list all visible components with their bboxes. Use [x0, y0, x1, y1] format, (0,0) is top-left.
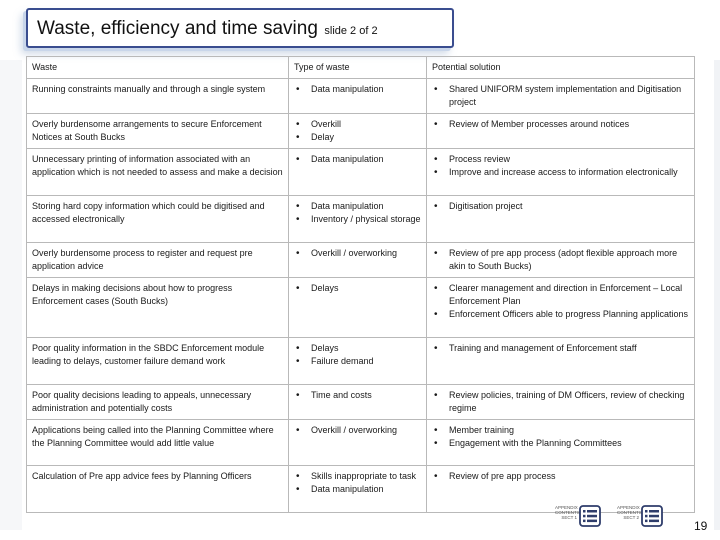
table-row [27, 243, 695, 278]
waste-cell: Poor quality information in the SBDC Enforcement module leading to delays, customer failure demand work [27, 338, 289, 385]
solution-item: • Training and management of Enforcement staff [432, 342, 690, 355]
type-item: • Time and costs [294, 389, 422, 402]
waste-table [26, 56, 695, 513]
type-item: • Overkill / overworking [294, 247, 422, 260]
solution-cell [427, 278, 695, 338]
solution-cell [427, 114, 695, 149]
table-row [27, 79, 695, 114]
table-row [27, 338, 695, 385]
type-item: • Delays [294, 342, 422, 355]
type-cell [289, 338, 427, 385]
table-row [27, 149, 695, 196]
type-item: • Skills inappropriate to task [294, 470, 422, 483]
table-row [27, 420, 695, 466]
table-row [27, 196, 695, 243]
solution-cell [427, 338, 695, 385]
type-cell [289, 385, 427, 420]
type-item: • Delays [294, 282, 422, 295]
type-item: • Data manipulation [294, 483, 422, 496]
type-item: • Inventory / physical storage [294, 213, 422, 226]
table-header-row [27, 57, 695, 79]
solution-cell [427, 79, 695, 114]
table-row [27, 385, 695, 420]
waste-cell: Poor quality decisions leading to appeals, unnecessary administration and potentially costs [27, 385, 289, 420]
list-icon [579, 505, 601, 527]
solution-item: • Review of pre app process [432, 470, 690, 483]
solution-cell [427, 420, 695, 466]
header-waste: Waste [27, 57, 289, 79]
header-type-of-waste: Type of waste [289, 57, 427, 79]
type-cell [289, 278, 427, 338]
list-icon [641, 505, 663, 527]
type-cell [289, 79, 427, 114]
right-margin-strip [714, 60, 720, 530]
solution-item: • Process review [432, 153, 690, 166]
solution-item: • Review policies, training of DM Officers, review of checking regime [432, 389, 690, 415]
type-item: • Overkill / overworking [294, 424, 422, 437]
type-item: • Overkill [294, 118, 422, 131]
type-item: • Data manipulation [294, 200, 422, 213]
type-cell [289, 466, 427, 513]
waste-cell: Running constraints manually and through a single system [27, 79, 289, 114]
solution-item: • Member training [432, 424, 690, 437]
type-item: • Failure demand [294, 355, 422, 368]
type-item: • Data manipulation [294, 83, 422, 96]
solution-item: • Engagement with the Planning Committees [432, 437, 690, 450]
solution-item: • Improve and increase access to information electronically [432, 166, 690, 179]
waste-cell: Calculation of Pre app advice fees by Planning Officers [27, 466, 289, 513]
type-cell [289, 114, 427, 149]
left-margin-strip [0, 60, 22, 530]
header-potential-solution: Potential solution [427, 57, 695, 79]
type-cell [289, 420, 427, 466]
solution-cell [427, 196, 695, 243]
solution-cell [427, 385, 695, 420]
solution-item: • Clearer management and direction in Enforcement – Local Enforcement Plan [432, 282, 690, 308]
type-item: • Data manipulation [294, 153, 422, 166]
waste-cell: Applications being called into the Planning Committee where the Planning Committee would add little value [27, 420, 289, 466]
solution-cell [427, 149, 695, 196]
waste-cell: Overly burdensome arrangements to secure Enforcement Notices at South Bucks [27, 114, 289, 149]
solution-cell [427, 243, 695, 278]
solution-item: • Enforcement Officers able to progress Planning applications [432, 308, 690, 321]
type-cell [289, 243, 427, 278]
title-box [26, 8, 454, 48]
waste-cell: Delays in making decisions about how to progress Enforcement cases (South Bucks) [27, 278, 289, 338]
solution-item: • Review of pre app process (adopt flexible approach more akin to South Bucks) [432, 247, 690, 273]
table-row [27, 114, 695, 149]
waste-cell: Overly burdensome process to register and request pre application advice [27, 243, 289, 278]
appendix-contents-sect2-link[interactable] [617, 505, 665, 529]
slide-subtitle: slide 2 of 2 [324, 25, 378, 37]
table-row [27, 278, 695, 338]
slide-title: Waste, efficiency and time saving [37, 18, 318, 39]
solution-item: • Digitisation project [432, 200, 690, 213]
type-cell [289, 149, 427, 196]
type-cell [289, 196, 427, 243]
page-number: 19 [694, 519, 708, 533]
type-item: • Delay [294, 131, 422, 144]
icon-caption: APPENDIX CONTENTS SECT 2 [617, 505, 642, 520]
appendix-contents-sect1-link[interactable] [555, 505, 603, 529]
waste-cell: Unnecessary printing of information associated with an application which is not needed to assess and make a decision [27, 149, 289, 196]
waste-cell: Storing hard copy information which could be digitised and accessed electronically [27, 196, 289, 243]
solution-item: • Shared UNIFORM system implementation and Digitisation project [432, 83, 690, 109]
solution-item: • Review of Member processes around notices [432, 118, 690, 131]
icon-caption: APPENDIX CONTENTS SECT 1 [555, 505, 580, 520]
